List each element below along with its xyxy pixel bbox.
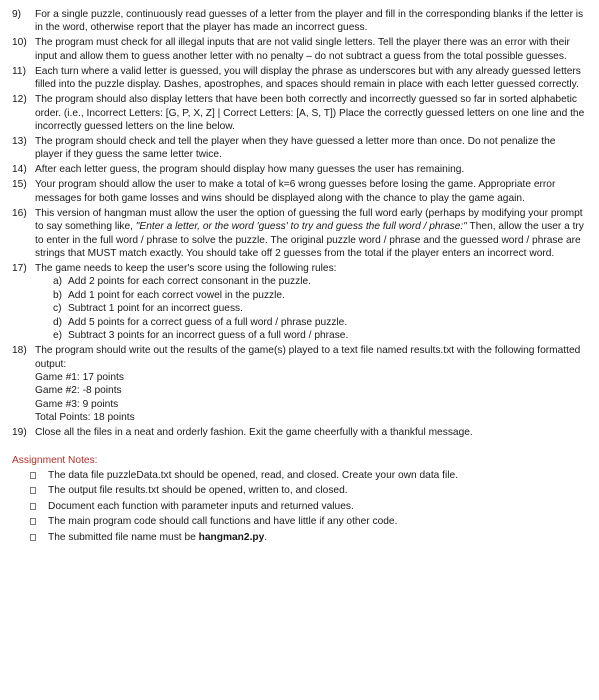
checkbox-icon: [30, 518, 36, 525]
checkbox-icon: [30, 472, 36, 479]
requirement-number: 12): [12, 94, 27, 106]
scoring-rule-letter: b): [53, 289, 63, 301]
requirement-number: 15): [12, 179, 27, 191]
scoring-rule: [53, 275, 585, 288]
requirement-item: [12, 65, 585, 92]
scoring-rule-letter: a): [53, 276, 63, 288]
scoring-rule-text: Subtract 3 points for an incorrect guess of a full word / phrase.: [68, 330, 349, 342]
scoring-rule: [53, 302, 585, 315]
scoring-rule-letter: c): [53, 303, 62, 315]
requirement-item: [12, 426, 585, 439]
requirement-text: The program must check for all illegal inputs that are not valid single letters. Tell the player there was an error with their input and allow them to guess another letter with no penalty – do not subtract a guess from the total possible guesses.: [35, 37, 570, 62]
requirement-number: 13): [12, 136, 27, 148]
requirement-text-part1: This version of hangman must allow the user the option of guessing the full word early (perhaps by modifying your prompt to say something like,: [35, 207, 583, 233]
requirement-text: The program should write out the results of the game(s) played to a text file named results.txt with the following formatted output:: [35, 345, 581, 370]
requirement-text: Your program should allow the user to make a total of k=6 wrong guesses before losing the game. Appropriate error messages for both game losses and wins should be displayed along with the chance to play the game again.: [35, 179, 556, 204]
scoring-rule: [53, 316, 585, 329]
requirement-text: The program should also display letters that have been both correctly and incorrectly guessed so far in sorted alphabetic order. (i.e., Incorrect Letters: [G, P, X, Z] | Correct Letters: [A, S, T]) Place the correctly guessed letters on one line and the incorrectly guessed letters on the line below.: [35, 94, 585, 133]
requirement-number: 14): [12, 164, 27, 176]
note-text: The output file results.txt should be opened, written to, and closed.: [48, 485, 348, 497]
requirement-number: 9): [12, 9, 22, 20]
requirement-item: [12, 262, 585, 342]
note-text: Document each function with parameter inputs and returned values.: [48, 500, 354, 512]
requirement-item: [12, 163, 585, 176]
scoring-rules-list: [35, 275, 585, 342]
submission-filename: hangman2.py: [198, 531, 265, 543]
requirement-item: [12, 135, 585, 162]
notes-title: Assignment Notes:: [12, 454, 98, 466]
requirement-number: 11): [12, 65, 26, 77]
scoring-rule-letter: d): [53, 316, 63, 328]
note-item: [48, 515, 585, 528]
output-line: Game #3: 9 points: [35, 398, 119, 410]
requirement-text: For a single puzzle, continuously read guesses of a letter from the player and fill in the corresponding blanks if the letter is in the word, otherwise report that the player has made an incorrect guess.: [35, 9, 584, 34]
note-text-suffix: .: [264, 531, 268, 543]
requirement-text: Each turn where a valid letter is guessed, you will display the phrase as underscores but with any already guessed letters filled into the puzzle display. Dashes, apostrophes, and spaces should remain in place with each letter guessed correctly.: [35, 65, 581, 91]
requirement-number: 17): [12, 263, 27, 275]
requirement-prompt-italic: "Enter a letter, or the word 'guess' to try and guess the full word / phrase:": [135, 221, 467, 233]
scoring-rule-text: Add 5 points for a correct guess of a full word / phrase puzzle.: [68, 316, 348, 328]
requirement-item: [12, 93, 585, 133]
requirement-text: The program should check and tell the player when they have guessed a letter more than once. Do not penalize the player if they guess the same letter twice.: [35, 136, 556, 161]
output-line: Game #1: 17 points: [35, 371, 124, 383]
requirement-item: [12, 344, 585, 424]
requirement-number: 19): [12, 427, 27, 439]
scoring-rule: [53, 329, 585, 342]
requirement-item: [12, 36, 585, 63]
requirement-text-part2: Then, allow the user a try to enter in the full word / phrase to solve the puzzle. The original puzzle word / phrase and the guessed word / phrase are strings that MUST match exactly. You should take off 2 guesses from the total if the player enters an incorrect word.: [35, 221, 584, 260]
scoring-rule-text: Add 2 points for each correct consonant in the puzzle.: [68, 276, 311, 288]
scoring-rule-letter: e): [53, 330, 63, 342]
requirement-text: The game needs to keep the user's score using the following rules:: [35, 263, 337, 275]
output-line: Game #2: -8 points: [35, 385, 122, 397]
checkbox-icon: [30, 503, 36, 510]
checkbox-icon: [30, 534, 36, 541]
note-item: [48, 469, 585, 482]
assignment-notes: [12, 454, 585, 544]
requirements-list: [12, 8, 585, 440]
scoring-rule: [53, 289, 585, 302]
note-text: The main program code should call functions and have little if any other code.: [48, 516, 398, 528]
note-item: [48, 531, 585, 544]
requirement-number: 18): [12, 345, 27, 357]
note-text-prefix: The submitted file name must be: [48, 531, 199, 543]
requirement-number: 16): [12, 207, 27, 219]
requirement-number: 10): [12, 37, 27, 49]
scoring-rule-text: Subtract 1 point for an incorrect guess.: [68, 303, 243, 315]
note-text: The data file puzzleData.txt should be opened, read, and closed. Create your own data file.: [48, 469, 459, 481]
requirement-item: [12, 8, 585, 35]
requirement-text: Close all the files in a neat and orderly fashion. Exit the game cheerfully with a thankful message.: [35, 427, 473, 439]
scoring-rule-text: Add 1 point for each correct vowel in the puzzle.: [68, 289, 285, 301]
output-line: Total Points: 18 points: [35, 412, 135, 424]
notes-list: [12, 469, 585, 544]
requirement-item-16: [12, 207, 585, 261]
note-item: [48, 500, 585, 513]
requirement-text: After each letter guess, the program should display how many guesses the user has remaining.: [35, 164, 465, 176]
output-sample: [35, 371, 585, 425]
requirement-item: [12, 178, 585, 205]
checkbox-icon: [30, 487, 36, 494]
note-item: [48, 484, 585, 497]
